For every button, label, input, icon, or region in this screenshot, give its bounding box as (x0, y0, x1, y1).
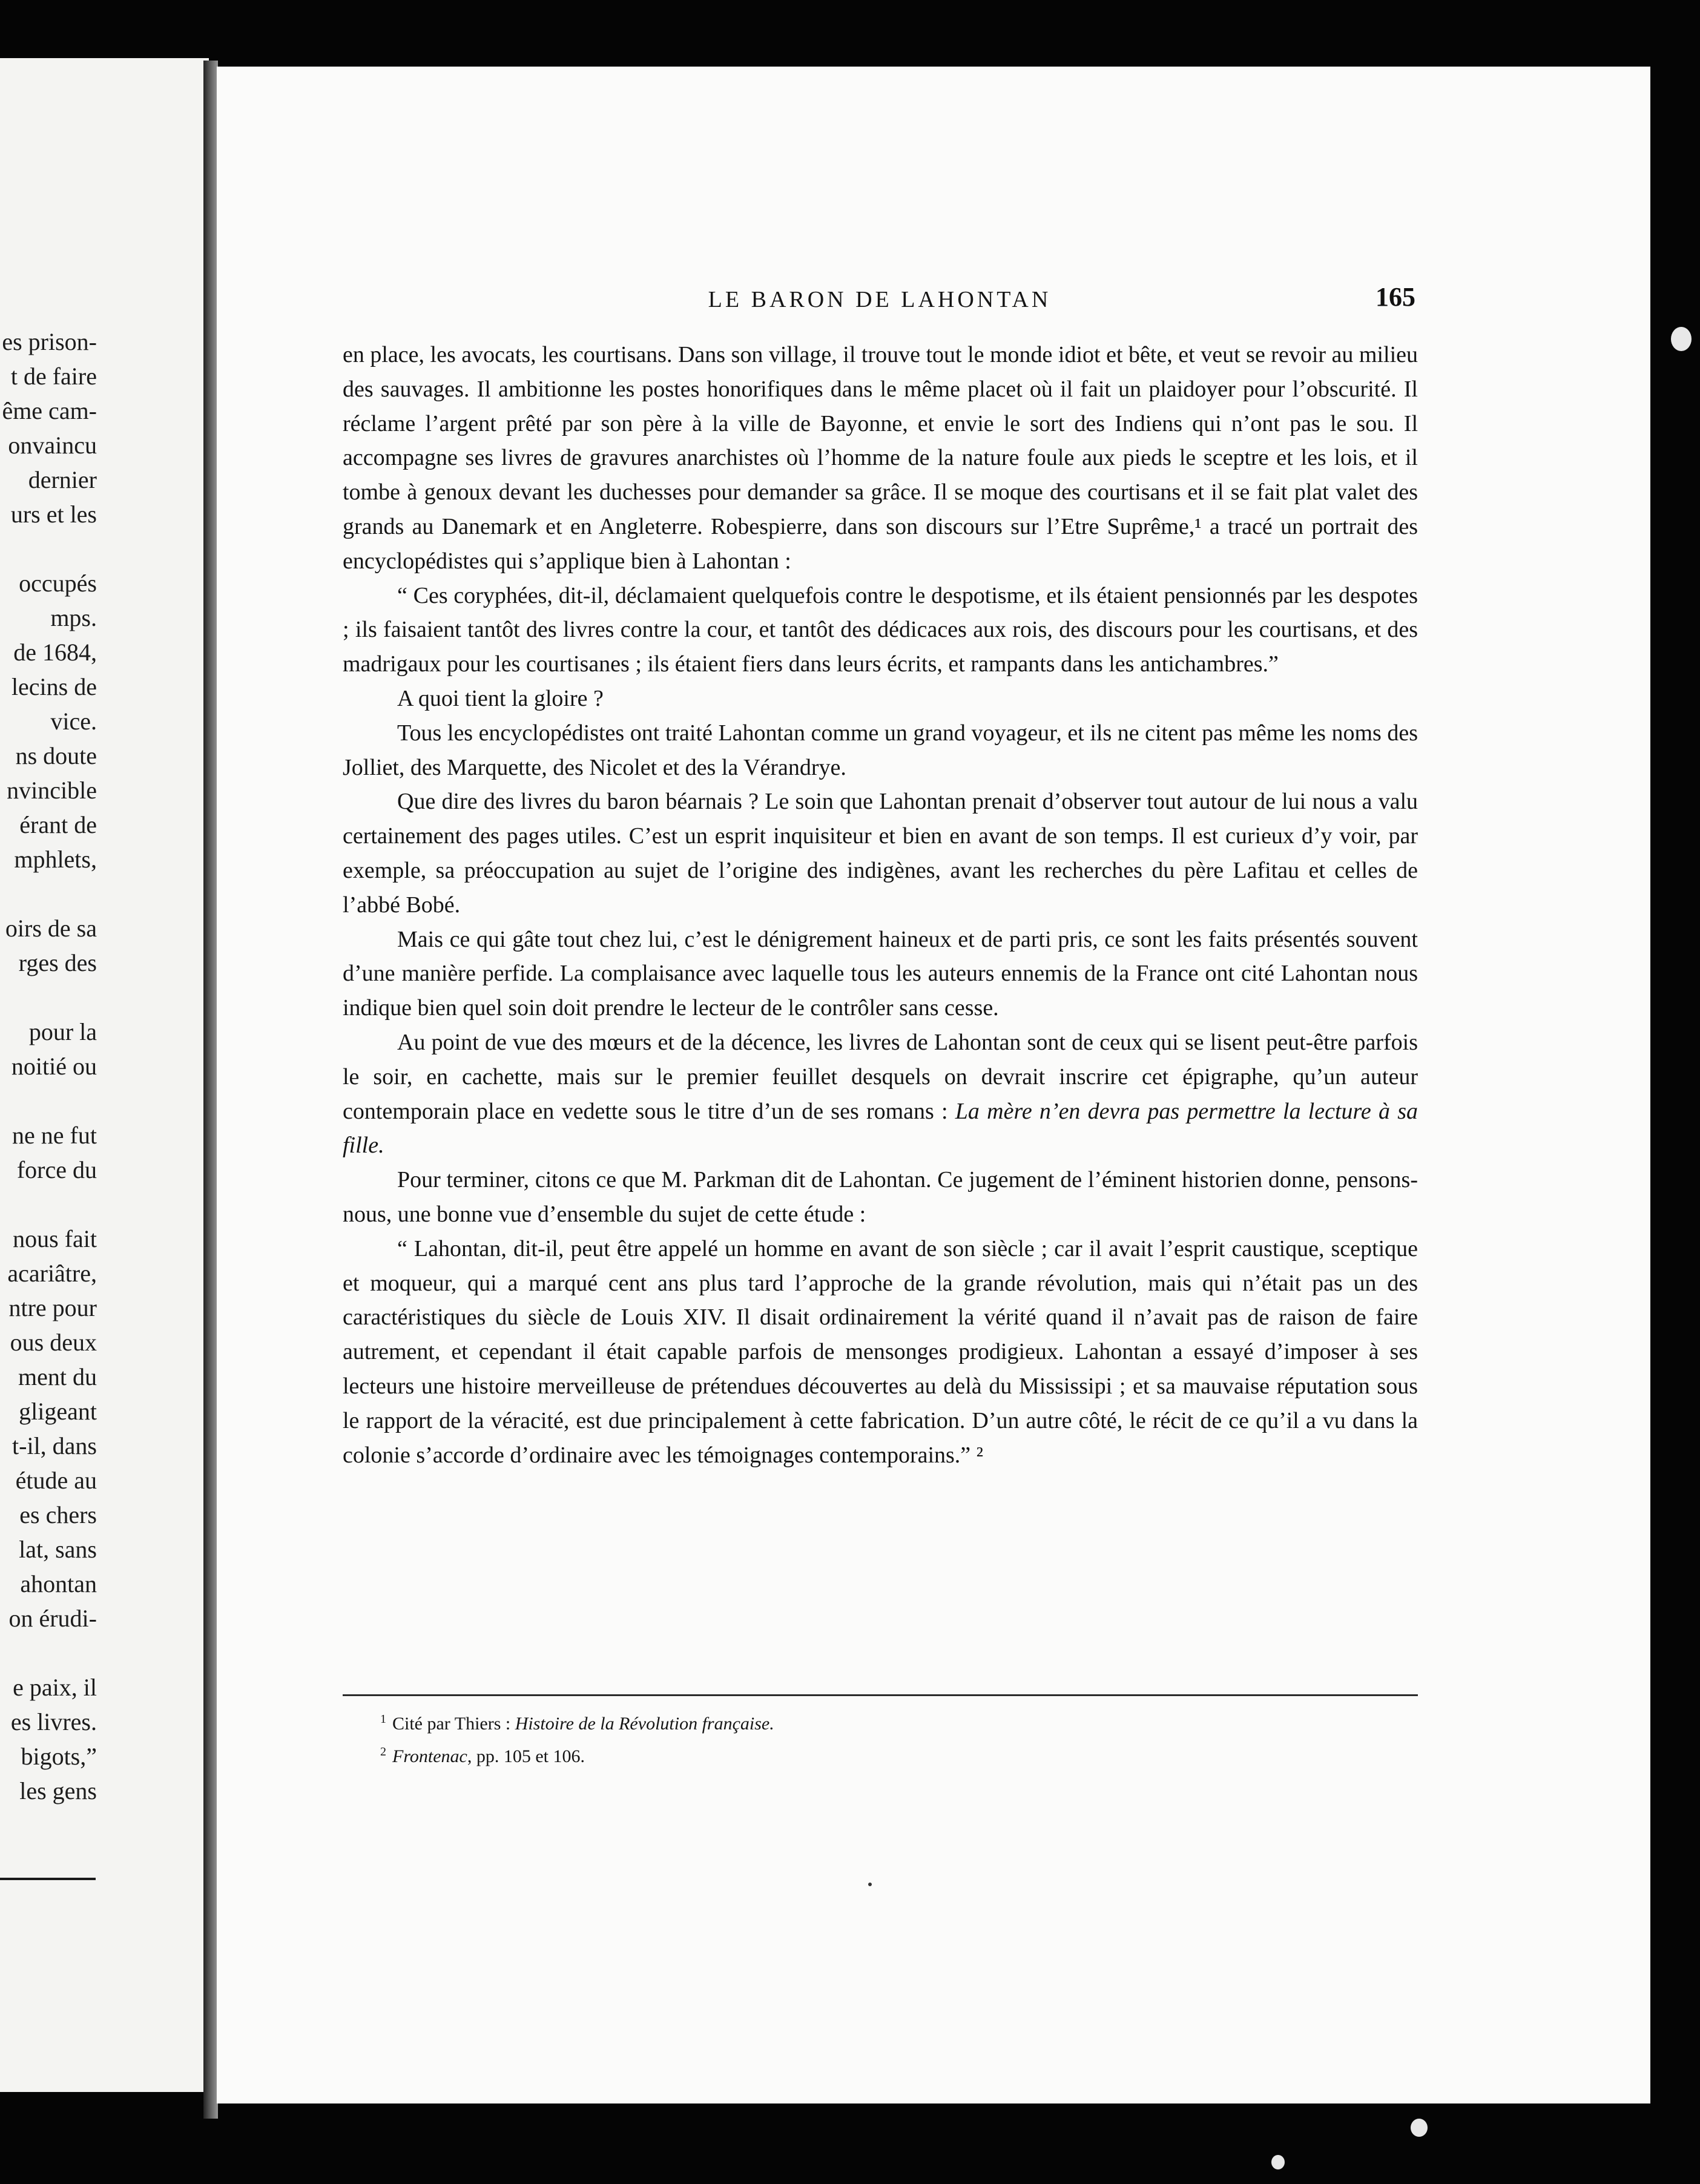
footnote-2-mark: 2 (380, 1745, 386, 1758)
facing-page-line: bigots,” (21, 1743, 97, 1770)
facing-page-line (0, 980, 97, 1015)
facing-page-line: ns doute (15, 742, 97, 769)
page-number: 165 (1375, 282, 1415, 312)
paragraph-question: A quoi tient la gloire ? (397, 685, 604, 711)
paragraph-denigrement: Mais ce qui gâte tout chez lui, c’est le dénigrement haineux et de parti pris, ce sont les faits présentés souvent d’une manière perfide. La complaisance avec laquelle tous les auteurs ennemis de la France ont cité Lahontan nous indique bien quel soin doit prendre le lecteur de le contrôler sans cesse. (343, 926, 1418, 1021)
footnote-1-mark: 1 (380, 1712, 386, 1726)
facing-page-line: gligeant (19, 1398, 97, 1425)
paragraph-parkman-intro: Pour terminer, citons ce que M. Parkman dit de Lahontan. Ce jugement de l’éminent historien donne, pensons-nous, une bonne vue d’ensemble du sujet de cette étude : (343, 1167, 1418, 1227)
running-title: LE BARON DE LAHONTAN (708, 287, 1052, 312)
footnote-2-text: , pp. 105 et 106. (467, 1746, 585, 1766)
footnotes (343, 1705, 1418, 1771)
facing-page-line: lat, sans (19, 1536, 97, 1563)
page-speck (868, 1883, 872, 1886)
footnote-2-title: Frontenac (392, 1746, 467, 1766)
facing-page-line: ous deux (10, 1329, 97, 1356)
quote-robespierre: “ Ces coryphées, dit-il, déclamaient quelquefois contre le despotisme, et ils étaient pensionnés par les despotes ; ils faisaient tantôt des livres contre la cour, et tantôt des dédicaces aux rois, des discours pour les courtisans, et des madrigaux pour les courtisanes ; ils étaient fiers dans leurs écrits, et rampants dans les antichambres.” (343, 582, 1418, 677)
paragraph-moeurs (343, 1025, 1418, 1163)
facing-page-line: es prison- (2, 328, 97, 355)
facing-page-line: t de faire (10, 363, 97, 390)
facing-page-line: pour la (28, 1018, 97, 1045)
footnote-1-title: Histoire de la Révolution française. (515, 1714, 774, 1734)
facing-page-line (0, 531, 97, 566)
facing-page-line: ntre pour (8, 1294, 97, 1321)
paragraph-encyclopedistes: Tous les encyclopédistes ont traité Lahontan comme un grand voyageur, et ils ne citent pas même les noms des Jolliet, des Marquette, des Nicolet et des la Vérandrye. (343, 720, 1418, 780)
page-165 (217, 67, 1650, 2103)
paragraph-livres: Que dire des livres du baron béarnais ? Le soin que Lahontan prenait d’observer tout autour de lui nous a valu certainement des pages utiles. C’est un esprit inquisiteur et bien en avant de son temps. Il est curieux d’y voir, par exemple, sa préoccupation au sujet de l’origine des indigènes, avant les recherches du père Lafitau et celles de l’abbé Bobé. (343, 789, 1418, 918)
facing-page-line: ment du (18, 1363, 97, 1390)
facing-page-line: t-il, dans (12, 1432, 97, 1459)
facing-page-line: noitié ou (11, 1053, 97, 1080)
facing-page-line: es livres. (10, 1708, 97, 1735)
facing-page-line (0, 1084, 97, 1118)
facing-page-line (0, 1187, 97, 1222)
facing-page-line: e paix, il (13, 1674, 97, 1701)
footnote-1-text: Cité par Thiers : (392, 1714, 515, 1734)
facing-page-line: mphlets, (14, 846, 97, 873)
facing-page-line: es chers (19, 1501, 97, 1528)
facing-page-line: urs et les (10, 501, 97, 528)
facing-page-line: étude au (15, 1467, 97, 1494)
facing-page-line: onvaincu (8, 432, 97, 459)
facing-page-line: oirs de sa (5, 915, 97, 942)
facing-page-line: acariâtre, (7, 1260, 97, 1287)
body-text (343, 338, 1418, 1472)
facing-page-line: force du (16, 1156, 97, 1183)
paragraph-moeurs-text: Au point de vue des mœurs et de la décence, les livres de Lahontan sont de ceux qui se lisent peut-être parfois le soir, en cachette, mais sur le premier feuillet desquels on devrait inscrire cet épigraphe, qu’un auteur contemporain place en vedette sous le titre d’un de ses romans : (343, 1029, 1418, 1124)
facing-page-line: rges des (18, 949, 97, 976)
page-header (344, 281, 1415, 318)
facing-page-line: ahontan (20, 1570, 97, 1597)
facing-page-line (0, 1636, 97, 1670)
facing-page-footnote-rule (0, 1878, 96, 1880)
scan-speck (1411, 2119, 1428, 2137)
facing-page-line: lecins de (11, 673, 97, 700)
facing-page-line: ême cam- (2, 397, 97, 424)
scan-speck (1271, 2155, 1285, 2169)
book-spine-shadow (203, 61, 218, 2119)
footnote-rule (343, 1694, 1418, 1696)
facing-page-line: occupés (19, 570, 97, 597)
facing-page-line: on érudi- (8, 1605, 97, 1632)
facing-page-line: dernier (28, 466, 97, 493)
epigraph-italic: La mère n’en devra pas permettre la lecture à sa fille. (343, 1098, 1418, 1159)
facing-page-line: nvincible (7, 777, 97, 804)
facing-page-line: mps. (50, 604, 97, 631)
paragraph-1: en place, les avocats, les courtisans. Dans son village, il trouve tout le monde idiot et bête, et veut se revoir au milieu des sauvages. Il ambitionne les postes honorifiques dans le même placet où il fait un plaidoyer pour l’obscurité. Il réclame l’argent prêté par son père à la ville de Bayonne, et envie le sort des Indiens qui n’ont pas le sou. Il accompagne ses livres de gravures anarchistes où l’homme de la nature foule aux pieds le sceptre et les lois, et il tombe à genoux devant les duchesses pour demander sa grâce. Il se moque des courtisans et il se fait plat valet des grands au Danemark et en Angleterre. Robespierre, dans son discours sur l’Etre Suprême,¹ a tracé un portrait des encyclopédistes qui s’applique bien à Lahontan : (343, 342, 1418, 574)
facing-page-line: vice. (50, 708, 97, 735)
scan-speck (1671, 327, 1692, 351)
facing-page-line: de 1684, (13, 639, 97, 666)
facing-page-line: les gens (19, 1777, 97, 1804)
facing-page-line: ne ne fut (12, 1122, 97, 1149)
quote-parkman: “ Lahontan, dit-il, peut être appelé un homme en avant de son siècle ; car il avait l’esprit caustique, sceptique et moqueur, qui a marqué cent ans plus tard l’approche de la grande révolution, mais qui n’était pas un des caractéristiques du siècle de Louis XIV. Il disait ordinairement la vérité quand il n’avait pas de raison de faire autrement, et cependant il était capable parfois de mensonges prodigieux. Lahontan a essayé d’imposer à ses lecteurs une histoire merveilleuse de prétendues découvertes au delà du Mississipi ; et sa mauvaise réputation sous le rapport de la véracité, est due principalement à cette fabrication. D’un autre côté, le récit de ce qu’il a vu dans la colonie s’accorde d’ordinaire avec les témoignages contemporains.” ² (343, 1235, 1418, 1468)
facing-page-line (0, 877, 97, 911)
footnote-2 (343, 1738, 1418, 1771)
facing-page-text (0, 324, 97, 1808)
facing-page-line: érant de (19, 811, 97, 838)
facing-page-left (0, 58, 209, 2092)
footnote-1 (343, 1705, 1418, 1738)
facing-page-line: nous fait (13, 1225, 97, 1252)
